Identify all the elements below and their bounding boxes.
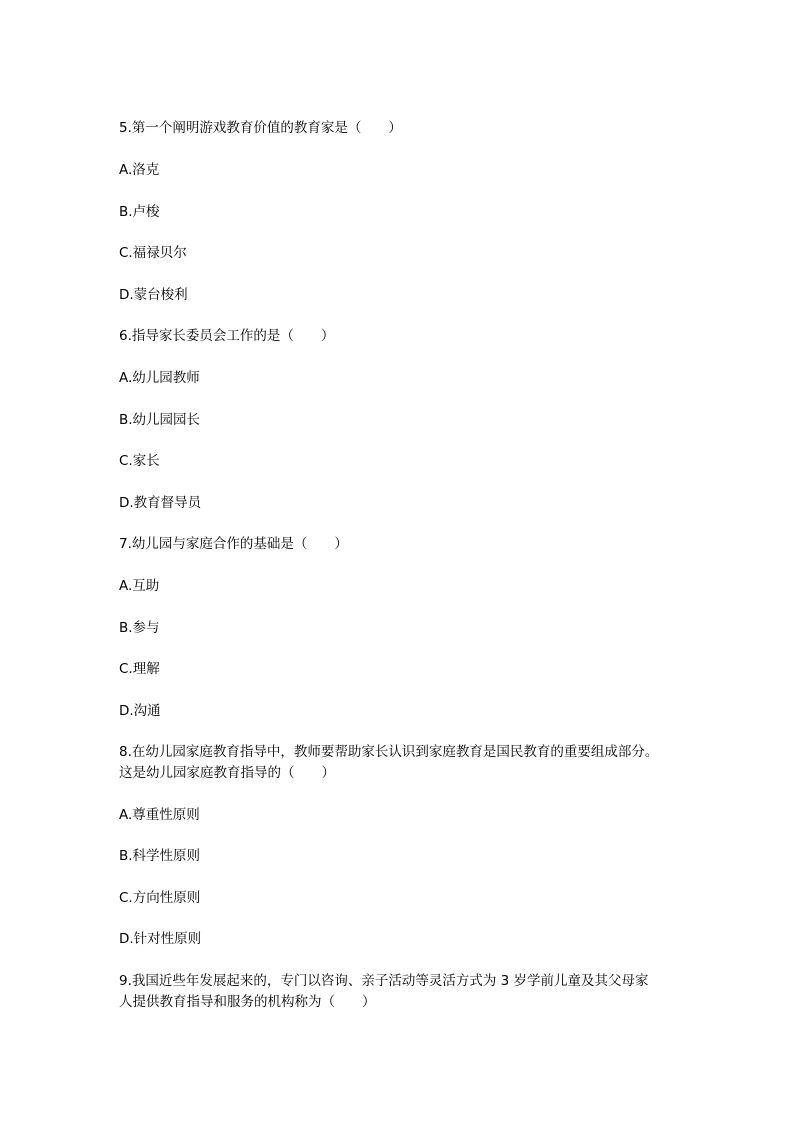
question-8-stem-line-2: 这是幼儿园家庭教育指导的（ ） <box>119 765 335 781</box>
question-8-option-d: D.针对性原则 <box>119 931 202 947</box>
question-7-option-c: C.理解 <box>119 661 160 677</box>
question-7-option-d: D.沟通 <box>119 703 161 719</box>
question-5-option-b: B.卢梭 <box>119 204 160 220</box>
question-5-stem: 5.第一个阐明游戏教育价值的教育家是（ ） <box>119 120 402 136</box>
question-5-option-d: D.蒙台梭利 <box>119 287 188 303</box>
question-8-option-c: C.方向性原则 <box>119 890 201 906</box>
question-7-stem: 7.幼儿园与家庭合作的基础是（ ） <box>119 536 348 552</box>
question-6-option-d: D.教育督导员 <box>119 495 202 511</box>
question-5-option-a: A.洛克 <box>119 162 160 178</box>
question-7-option-b: B.参与 <box>119 620 160 636</box>
question-6-option-b: B.幼儿园园长 <box>119 412 201 428</box>
question-7-option-a: A.互助 <box>119 578 160 594</box>
question-6-stem: 6.指导家长委员会工作的是（ ） <box>119 328 335 344</box>
question-6-option-a: A.幼儿园教师 <box>119 370 200 386</box>
question-9-stem-line-2: 人提供教育指导和服务的机构称为（ ） <box>119 994 376 1010</box>
question-5-option-c: C.福禄贝尔 <box>119 245 187 261</box>
question-6-option-c: C.家长 <box>119 453 160 469</box>
question-8-option-a: A.尊重性原则 <box>119 807 200 823</box>
question-8-option-b: B.科学性原则 <box>119 848 201 864</box>
question-8-stem-line-1: 8.在幼儿园家庭教育指导中，教师要帮助家长认识到家庭教育是国民教育的重要组成部分。 <box>119 744 659 760</box>
question-9-stem-line-1: 9.我国近些年发展起来的，专门以咨询、亲子活动等灵活方式为 3 岁学前儿童及其父母家 <box>119 973 649 989</box>
